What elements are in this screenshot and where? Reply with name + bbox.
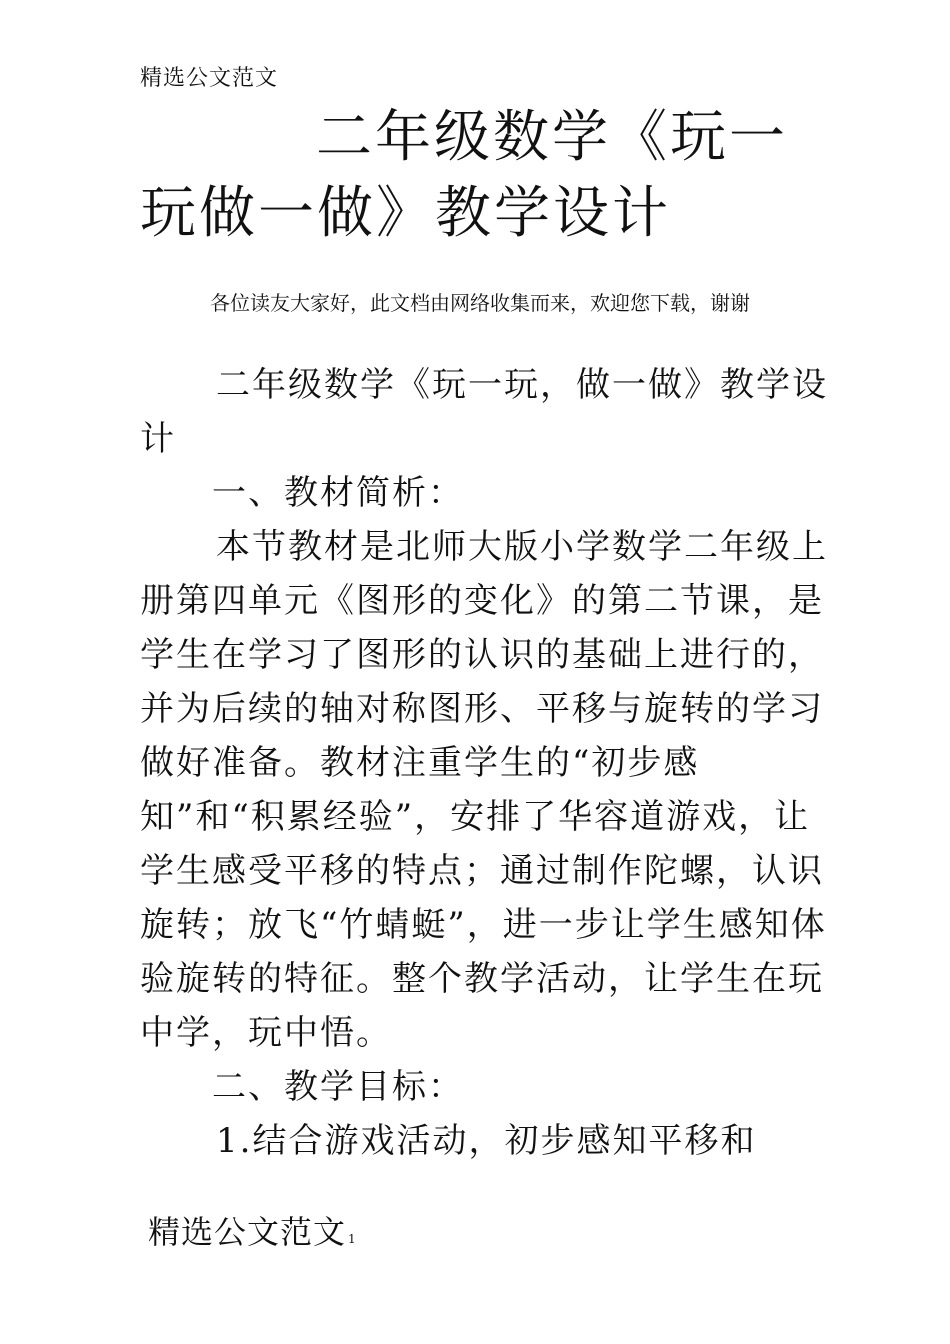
document-title: [140, 100, 830, 252]
body-doc-title: 二年级数学《玩一玩，做一做》教学设计: [140, 365, 828, 459]
download-notice: 各位读友大家好，此文档由网络收集而来，欢迎您下载，谢谢: [210, 291, 750, 315]
document-body: [140, 358, 830, 1168]
section-paragraph-1: 本节教材是北师大版小学数学二年级上册第四单元《图形的变化》的第二节课，是学生在学习了图形的认识的基础上进行的，并为后续的轴对称图形、平移与旋转的学习做好准备。教材注重学生的“初步感知”和“积累经验”，安排了华容道游戏，让学生感受平移的特点；通过制作陀螺，认识旋转；放飞“竹蜻蜓”，进一步让学生感知体验旋转的特征。整个教学活动，让学生在玩中学，玩中悟。: [140, 527, 828, 1053]
footer-text: 精选公文范文: [148, 1213, 347, 1251]
section-heading-1: 一、教材简析：: [212, 473, 464, 513]
page-number: 1: [348, 1232, 357, 1246]
page-footer: [148, 1210, 357, 1261]
title-line-2: 玩做一做》教学设计: [140, 181, 671, 246]
section-heading-2: 二、教学目标：: [212, 1067, 464, 1107]
title-line-1: 二年级数学《玩一: [316, 105, 788, 170]
page-header: 精选公文范文: [140, 66, 279, 91]
section-item-1: 1.结合游戏活动，初步感知平移和: [216, 1121, 757, 1161]
